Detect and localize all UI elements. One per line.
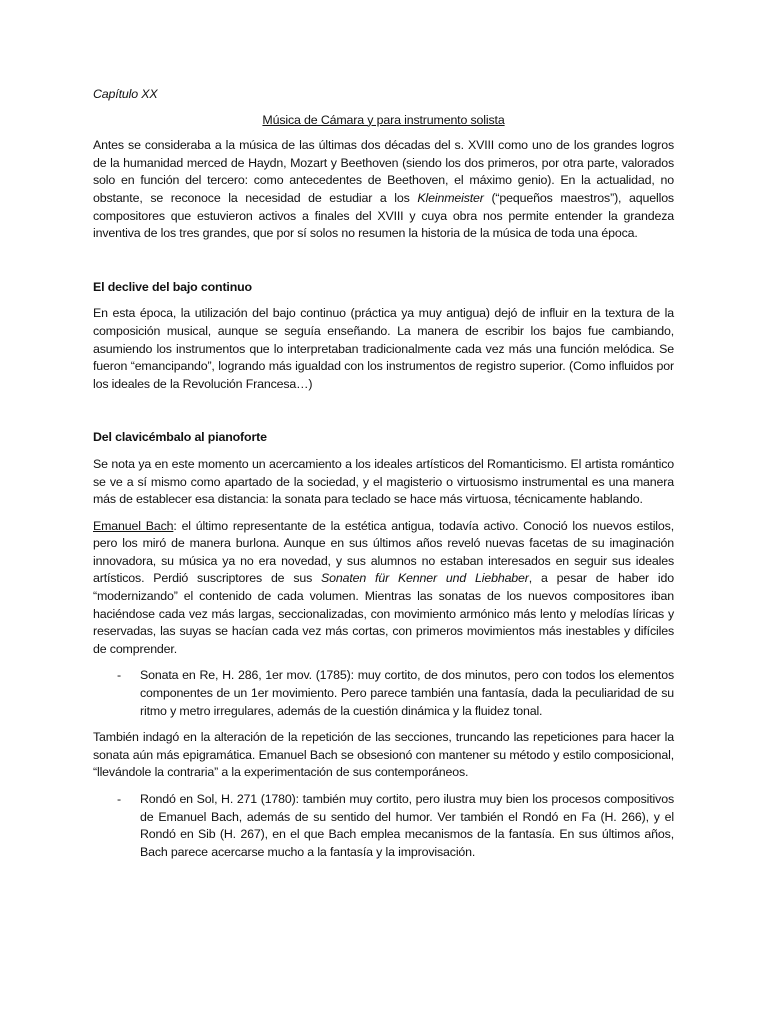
list-item-text: Sonata en Re, H. 286, 1er mov. (1785): muy cortito, de dos minutos, pero con todos los elementos componentes de un 1er movimiento. Pero parece también una fantasía, dada la peculiaridad de su ritmo y metro irregulares, además de la cuestión dinámica y la fluidez tonal. (140, 668, 674, 718)
list-item-sonata-re (93, 667, 674, 720)
list-item-rondo-sol (93, 791, 674, 861)
intro-paragraph (93, 137, 674, 243)
works-list (93, 791, 674, 861)
emanuel-bach-text-a: : el último representante de la estética antigua, todavía activo. Conoció los nuevos estilos, pero los miró de manera burlona. Aunque en sus últimos años reveló nuevas facetas de su imaginación innovadora, su música ya no era novedad, y sus alumnos no estaban interesados en seguir sus ideales artísticos. Perdió suscriptores de sus (93, 518, 674, 586)
intro-kleinmeister-term: Kleinmeister (417, 190, 484, 205)
section-heading-pianoforte: Del clavicémbalo al pianoforte (93, 430, 267, 445)
document-title-text: Música de Cámara y para instrumento solista (262, 112, 505, 127)
section-heading-bajo-continuo: El declive del bajo continuo (93, 279, 252, 294)
chapter-label: Capítulo XX (93, 87, 158, 101)
works-list (93, 667, 674, 720)
bajo-continuo-paragraph: En esta época, la utilización del bajo continuo (práctica ya muy antigua) dejó de influir en la textura de la composición musical, aunque se seguía enseñando. La manera de escribir los bajos fue cambiando, asumiendo los instrumentos que lo interpretaban tradicionalmente cada vez más una función melódica. Se fueron “emancipando”, logrando más igualdad con los instrumentos de registro superior. (Como influidos por los ideales de la Revolución Francesa…) (93, 306, 674, 391)
emanuel-bach-paragraph (93, 518, 674, 659)
section-spacer (93, 252, 674, 279)
intro-text-b: (“pequeños maestros”), aquellos compositores que estuvieron activos a finales del XVIII y cuya obra nos permite entender la grandeza inventiva de los tres grandes, que por sí solos no resumen la historia de la música de toda una época. (93, 190, 674, 241)
section-spacer (93, 402, 674, 429)
romanticism-paragraph: Se nota ya en este momento un acercamiento a los ideales artísticos del Romanticismo. El artista romántico se ve a sí mismo como apartado de la sociedad, y el magisterio o virtuosismo instrumental es una manera más de establecer esa distancia: la sonata para teclado se hace más virtuosa, técnicamente hablando. (93, 456, 674, 507)
intro-text-a: Antes se consideraba a la música de las últimas dos décadas del s. XVIII como uno de los grandes logros de la humanidad merced de Haydn, Mozart y Beethoven (siendo los dos primeros, por otra parte, valorados solo en función del tercero: como antecedentes de Beethoven, el máximo genio). En la actualidad, no obstante, se reconoce la necesidad de estudiar a los (93, 138, 674, 205)
sonaten-title: Sonaten für Kenner und Liebhaber (321, 571, 529, 586)
document-title (93, 112, 674, 130)
emanuel-bach-name: Emanuel Bach (93, 518, 174, 533)
document-page (93, 86, 674, 870)
repetition-paragraph: También indagó en la alteración de la repetición de las secciones, truncando las repeticiones para hacer la sonata aún más epigramática. Emanuel Bach se obsesionó con mantener su método y estilo composicional, “llevándole la contraria” a la experimentación de sus contemporáneos. (93, 730, 674, 780)
emanuel-bach-text-b: , a pesar de haber ido “modernizando” el contenido de cada volumen. Mientras las sonatas de los nuevos compositores iban haciéndose cada vez más largas, seccionalizadas, con movimiento armónico más lento y melodías líricas y reservadas, las suyas se hacían cada vez más cortas, con primeros movimientos más inestables y difíciles de comprender. (93, 571, 675, 656)
list-item-text: Rondó en Sol, H. 271 (1780): también muy cortito, pero ilustra muy bien los procesos compositivos de Emanuel Bach, además de su sentido del humor. Ver también el Rondó en Fa (H. 266), y el Rondó en Sib (H. 267), en el que Bach emplea mecanismos de la fantasía. En sus últimos años, Bach parece acercarse mucho a la fantasía y la improvisación. (140, 792, 674, 859)
bullet-dash: - (117, 668, 121, 683)
bullet-dash: - (117, 792, 121, 806)
